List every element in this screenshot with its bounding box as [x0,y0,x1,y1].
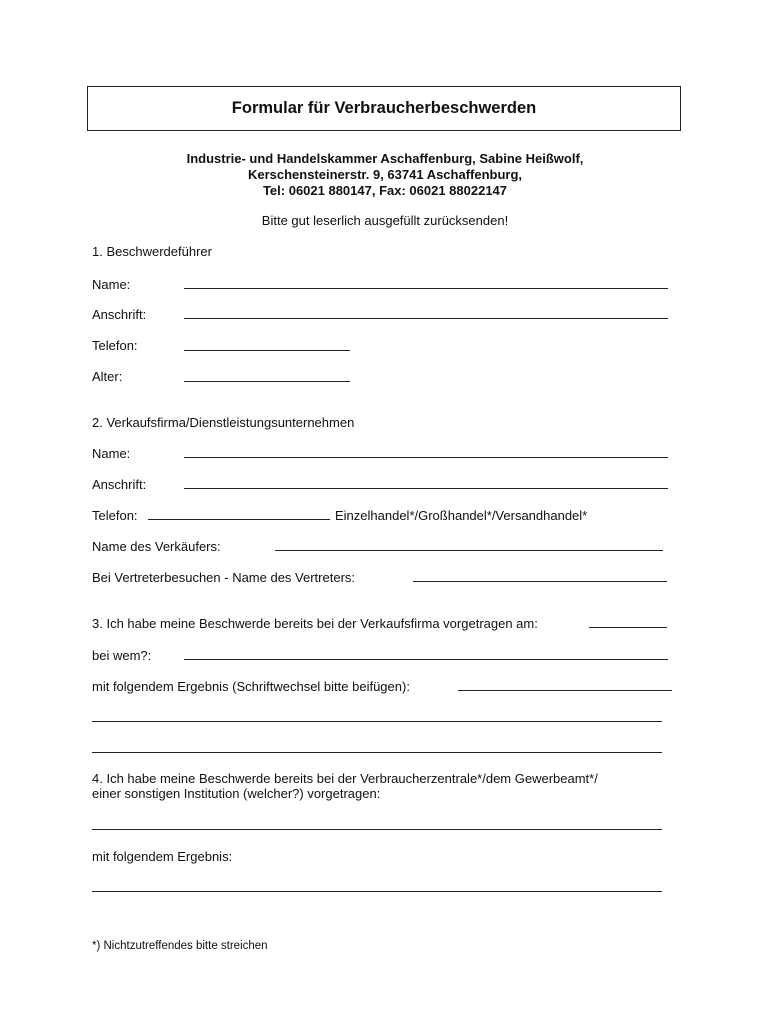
section2-heading: 2. Verkaufsfirma/Dienstleistungsunternehmen [92,415,355,430]
institution-result-label: mit folgendem Ergebnis: [92,849,233,864]
section4-statement-line-2: einer sonstigen Institution (welcher?) vorgetragen: [92,786,381,801]
institution-field[interactable] [92,829,662,830]
company-name-label: Name: [92,446,131,461]
header-line-1: Industrie- und Handelskammer Aschaffenburg, Sabine Heißwolf, [186,151,584,166]
prior-complaint-whom-label: bei wem?: [92,648,152,663]
title-box [87,86,681,131]
section1-heading: 1. Beschwerdeführer [92,244,212,259]
section4-statement-line-1: 4. Ich habe meine Beschwerde bereits bei der Verbraucherzentrale*/dem Gewerbeamt*/ [92,771,598,786]
company-phone-field[interactable] [148,519,330,520]
instruction-text: Bitte gut leserlich ausgefüllt zurücksenden! [261,213,509,228]
complainant-phone-label: Telefon: [92,338,138,353]
form-title: Formular für Verbraucherbeschwerden [231,99,537,117]
company-address-field[interactable] [184,488,668,489]
seller-name-label: Name des Verkäufers: [92,539,221,554]
complainant-address-field[interactable] [184,318,668,319]
prior-complaint-whom-field[interactable] [184,659,668,660]
complainant-phone-field[interactable] [184,350,350,351]
company-name-field[interactable] [184,457,668,458]
header-line-3: Tel: 06021 880147, Fax: 06021 88022147 [262,183,508,198]
footnote: *) Nichtzutreffendes bitte streichen [92,940,268,952]
company-phone-label: Telefon: [92,508,138,523]
company-address-label: Anschrift: [92,477,147,492]
complainant-age-label: Alter: [92,369,123,384]
trade-type-options: Einzelhandel*/Großhandel*/Versandhandel* [335,508,588,523]
representative-name-field[interactable] [413,581,667,582]
prior-complaint-result-field[interactable] [458,690,672,691]
complainant-name-field[interactable] [184,288,668,289]
prior-complaint-result-label: mit folgendem Ergebnis (Schriftwechsel bitte beifügen): [92,679,410,694]
representative-name-label: Bei Vertreterbesuchen - Name des Vertreters: [92,570,356,585]
prior-complaint-result-line-2[interactable] [92,721,662,722]
seller-name-field[interactable] [275,550,663,551]
complainant-age-field[interactable] [184,381,350,382]
complainant-name-label: Name: [92,277,131,292]
complainant-address-label: Anschrift: [92,307,147,322]
institution-result-field[interactable] [92,891,662,892]
section3-statement: 3. Ich habe meine Beschwerde bereits bei der Verkaufsfirma vorgetragen am: [92,616,538,631]
header-line-2: Kerschensteinerstr. 9, 63741 Aschaffenburg, [247,167,523,182]
prior-complaint-result-line-3[interactable] [92,752,662,753]
prior-complaint-date-field[interactable] [589,627,667,628]
